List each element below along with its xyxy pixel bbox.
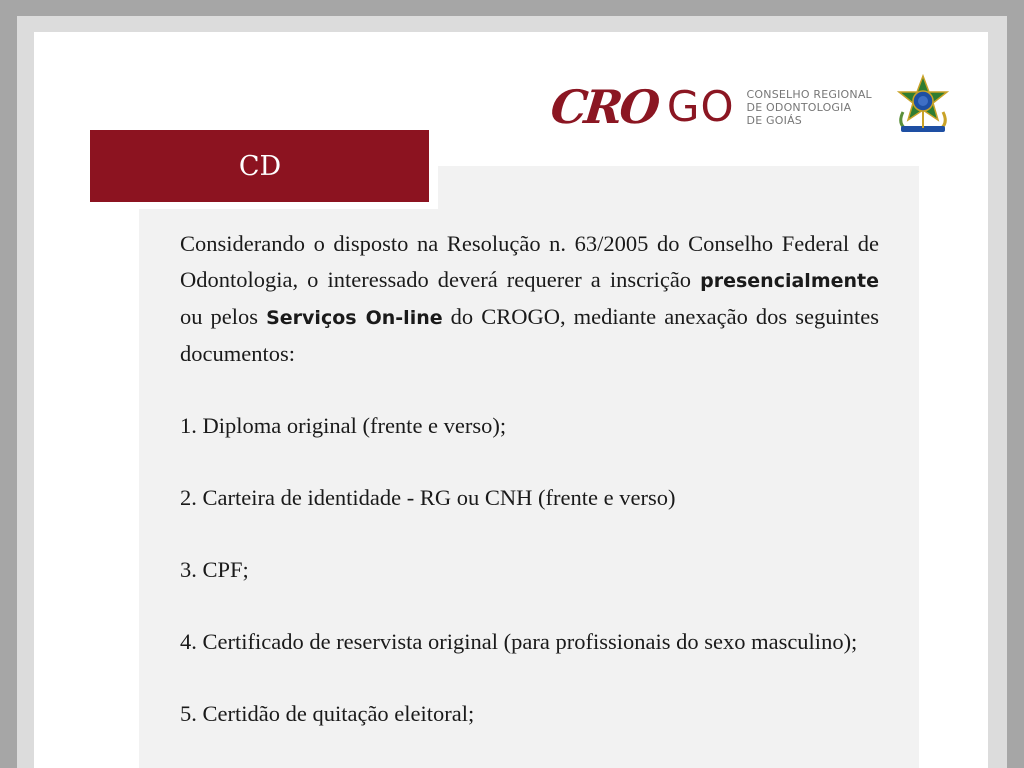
logo-caption-line: DE GOIÁS <box>746 113 802 127</box>
logo-caption-line: CONSELHO REGIONAL <box>746 87 872 101</box>
list-item: 2. Carteira de identidade - RG ou CNH (frente e verso) <box>180 485 676 510</box>
logo-caption <box>747 88 872 127</box>
logo-state: GO <box>666 82 735 131</box>
list-item: 3. CPF; <box>180 557 249 582</box>
intro-text: do CROGO, mediante anexação dos seguintes documentos: <box>180 304 879 366</box>
intro-bold-servicos: Serviços On-line <box>266 307 443 329</box>
list-item: 1. Diploma original (frente e verso); <box>180 413 507 438</box>
intro-bold-presencial: presencialmente <box>700 270 879 292</box>
document-body <box>180 226 879 768</box>
intro-paragraph <box>180 226 879 372</box>
intro-text: Considerando o disposto na Resolução n. 63/2005 do Conselho Federal de Odontologia, o interessado deverá requerer a inscrição <box>180 231 879 292</box>
logo-caption-line: DE ODONTOLOGIA <box>746 100 852 114</box>
list-item: 5. Certidão de quitação eleitoral; <box>180 701 475 726</box>
list-item: 4. Certificado de reservista original (para profissionais do sexo masculino); <box>180 629 858 654</box>
intro-text: ou pelos <box>180 304 267 329</box>
cro-go-logo <box>548 76 872 138</box>
brazil-coat-of-arms-icon <box>893 74 953 136</box>
section-tab-label: CD <box>238 150 282 182</box>
section-tab <box>90 130 429 202</box>
logo-mark: CRO <box>548 80 660 134</box>
